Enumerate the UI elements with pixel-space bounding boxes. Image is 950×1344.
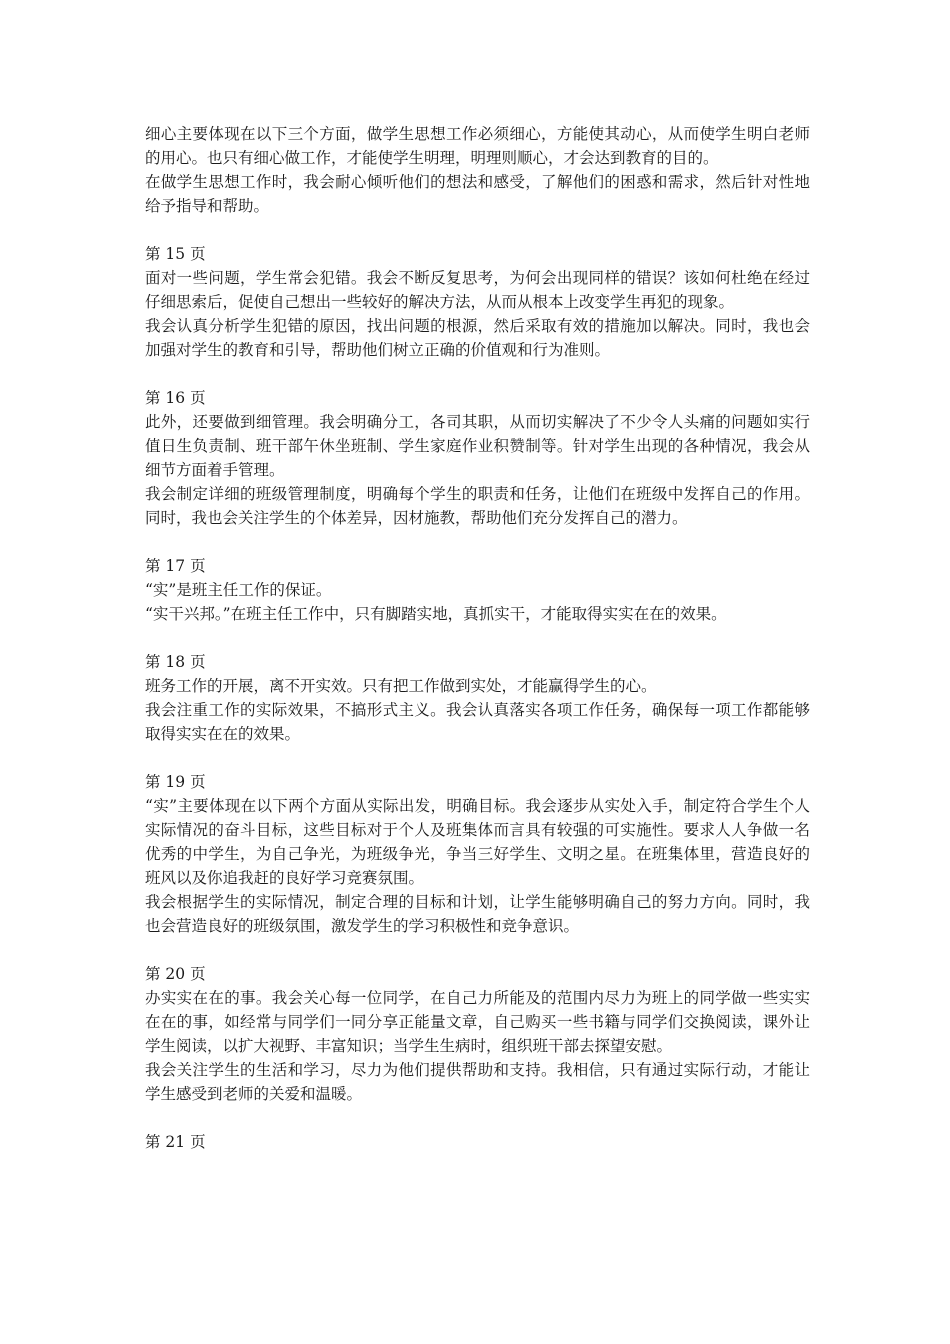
page-section-16	[145, 386, 810, 530]
page-number-label: 第 21 页	[145, 1133, 206, 1151]
paragraph: 细心主要体现在以下三个方面，做学生思想工作必须细心，方能使其动心，从而使学生明白老师的用心。也只有细心做工作，才能使学生明理，明理则顺心，才会达到教育的目的。	[145, 125, 810, 167]
page-number-label: 第 15 页	[145, 245, 206, 263]
page-section-17	[145, 554, 810, 626]
page-section-19	[145, 770, 810, 938]
paragraph: 班务工作的开展，离不开实效。只有把工作做到实处，才能赢得学生的心。	[145, 677, 657, 695]
page-section-20	[145, 962, 810, 1106]
paragraph: 我会根据学生的实际情况，制定合理的目标和计划，让学生能够明确自己的努力方向。同时，我也会营造良好的班级氛围，激发学生的学习积极性和竞争意识。	[145, 893, 810, 935]
paragraph: 此外，还要做到细管理。我会明确分工，各司其职，从而切实解决了不少令人头痛的问题如实行值日生负责制、班干部午休坐班制、学生家庭作业积赞制等。针对学生出现的各种情况，我会从细节方面着手管理。	[145, 413, 810, 479]
page-section-21	[145, 1130, 810, 1154]
paragraph: 在做学生思想工作时，我会耐心倾听他们的想法和感受，了解他们的困惑和需求，然后针对性地给予指导和帮助。	[145, 173, 810, 215]
page-number-label: 第 19 页	[145, 773, 206, 791]
page-number-label: 第 18 页	[145, 653, 206, 671]
paragraph: 我会认真分析学生犯错的原因，找出问题的根源，然后采取有效的措施加以解决。同时，我也会加强对学生的教育和引导，帮助他们树立正确的价值观和行为准则。	[145, 317, 810, 359]
intro-section	[145, 122, 810, 218]
page-section-18	[145, 650, 810, 746]
paragraph: 我会制定详细的班级管理制度，明确每个学生的职责和任务，让他们在班级中发挥自己的作用。同时，我也会关注学生的个体差异，因材施教，帮助他们充分发挥自己的潜力。	[145, 485, 810, 527]
document-content	[145, 122, 810, 1178]
page-number-label: 第 20 页	[145, 965, 206, 983]
paragraph: “实”主要体现在以下两个方面从实际出发，明确目标。我会逐步从实处入手，制定符合学生个人实际情况的奋斗目标，这些目标对于个人及班集体而言具有较强的可实施性。要求人人争做一名优秀的中学生，为自己争光，为班级争光，争当三好学生、文明之星。在班集体里，营造良好的班风以及你追我赶的良好学习竞赛氛围。	[145, 797, 810, 887]
paragraph: “实干兴邦。”在班主任工作中，只有脚踏实地，真抓实干，才能取得实实在在的效果。	[145, 605, 727, 623]
paragraph: 面对一些问题，学生常会犯错。我会不断反复思考，为何会出现同样的错误？该如何杜绝在经过仔细思索后，促使自己想出一些较好的解决方法，从而从根本上改变学生再犯的现象。	[145, 269, 810, 311]
page-section-15	[145, 242, 810, 362]
paragraph: 办实实在在的事。我会关心每一位同学，在自己力所能及的范围内尽力为班上的同学做一些实实在在的事，如经常与同学们一同分享正能量文章，自己购买一些书籍与同学们交换阅读，课外让学生阅读，以扩大视野、丰富知识；当学生生病时，组织班干部去探望安慰。	[145, 989, 810, 1055]
paragraph: “实”是班主任工作的保证。	[145, 581, 332, 599]
paragraph: 我会注重工作的实际效果，不搞形式主义。我会认真落实各项工作任务，确保每一项工作都能够取得实实在在的效果。	[145, 701, 810, 743]
page-number-label: 第 16 页	[145, 389, 206, 407]
paragraph: 我会关注学生的生活和学习，尽力为他们提供帮助和支持。我相信，只有通过实际行动，才能让学生感受到老师的关爱和温暖。	[145, 1061, 810, 1103]
page-number-label: 第 17 页	[145, 557, 206, 575]
